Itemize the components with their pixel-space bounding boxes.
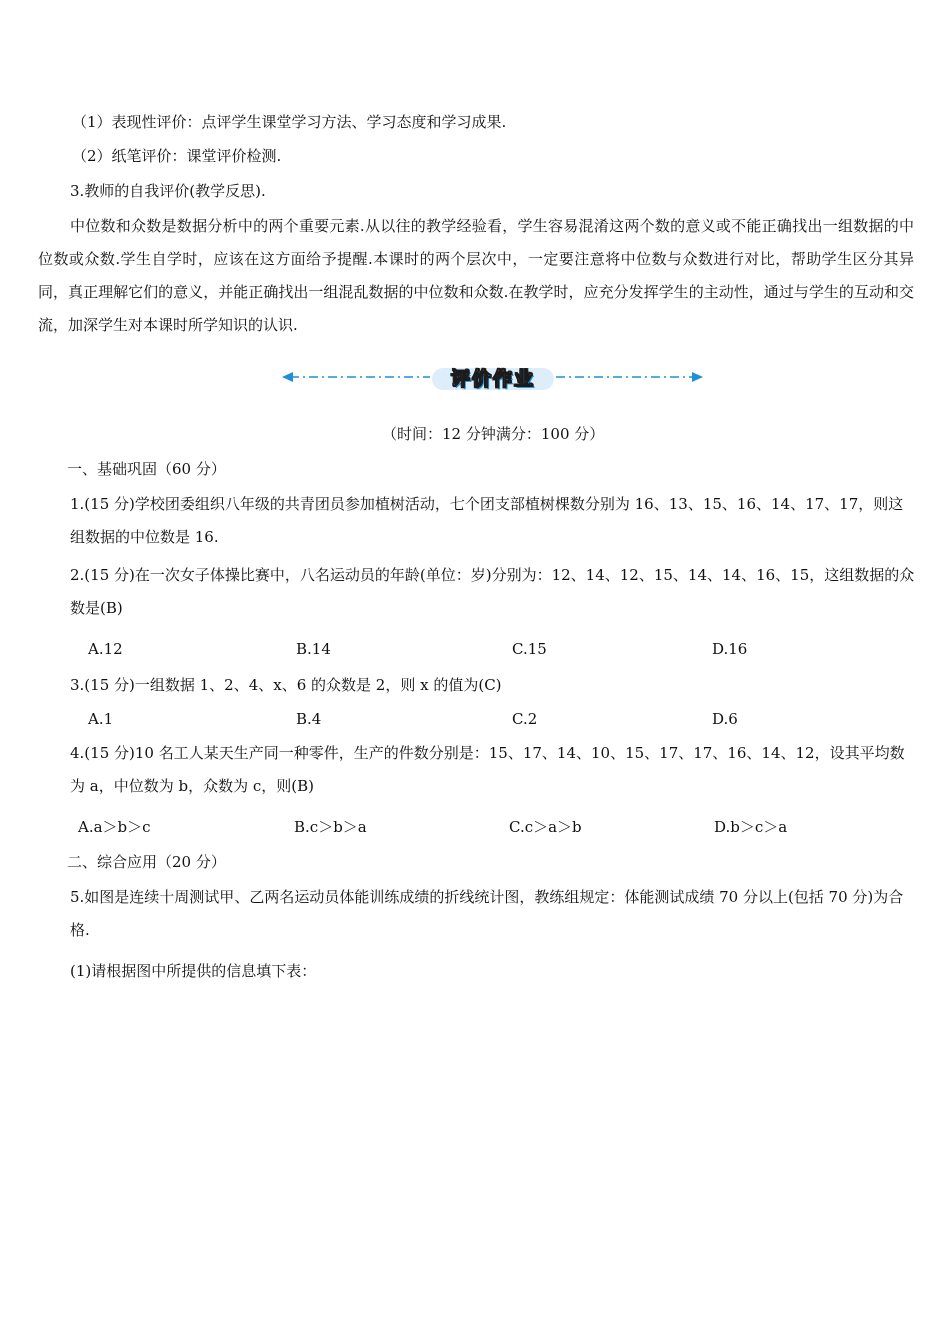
q2-option-a: A.12: [88, 640, 123, 658]
evaluation-item-3: 3.教师的自我评价(教学反思).: [70, 182, 266, 200]
q4-option-b: B.c＞b＞a: [294, 818, 367, 836]
question-4: 4.(15 分)10 名工人某天生产同一种零件，生产的件数分别是：15、17、14、10、15、17、17、16、14、12，设其平均数为 a，中位数为 b，众数为 c，则(B): [70, 744, 905, 795]
question-5-part-1: (1)请根据图中所提供的信息填下表：: [70, 962, 317, 980]
q2-option-b: B.14: [296, 640, 331, 658]
section-basic-heading: 一、基础巩固（60 分）: [67, 460, 226, 478]
section-application-heading: 二、综合应用（20 分）: [67, 853, 226, 871]
q4-option-d: D.b＞c＞a: [714, 818, 788, 836]
question-2: 2.(15 分)在一次女子体操比赛中，八名运动员的年龄(单位：岁)分别为：12、14、12、15、14、14、16、15，这组数据的众数是(B): [70, 566, 915, 617]
evaluation-item-2: （2）纸笔评价：课堂评价检测.: [72, 147, 282, 165]
q2-option-c: C.15: [512, 640, 547, 658]
homework-banner: [280, 364, 705, 394]
q4-option-a: A.a＞b＞c: [78, 818, 151, 836]
teaching-reflection: 中位数和众数是数据分析中的两个重要元素.从以往的教学经验看，学生容易混淆这两个数的意义或不能正确找出一组数据的中位数或众数.学生自学时，应该在这方面给予提醒.本课时的两个层次中，一定要注意将中位数与众数进行对比，帮助学生区分其异同，真正理解它们的意义，并能正确找出一组混乱数据的中位数和众数.在教学时，应充分发挥学生的主动性，通过与学生的互动和交流，加深学生对本课时所学知识的认识.: [38, 217, 914, 334]
time-info: （时间：12 分钟满分：100 分）: [382, 425, 605, 443]
question-1: 1.(15 分)学校团委组织八年级的共青团员参加植树活动，七个团支部植树棵数分别为 16、13、15、16、14、17、17，则这组数据的中位数是 16.: [70, 495, 904, 546]
banner-title: 评价作业: [450, 368, 535, 390]
question-5: 5.如图是连续十周测试甲、乙两名运动员体能训练成绩的折线统计图，教练组规定：体能测试成绩 70 分以上(包括 70 分)为合格.: [70, 888, 904, 939]
q3-option-b: B.4: [296, 710, 322, 728]
q4-option-c: C.c＞a＞b: [509, 818, 582, 836]
q3-option-d: D.6: [712, 710, 738, 728]
question-3: 3.(15 分)一组数据 1、2、4、x、6 的众数是 2，则 x 的值为(C): [70, 676, 502, 694]
q3-option-a: A.1: [88, 710, 114, 728]
evaluation-item-1: （1）表现性评价：点评学生课堂学习方法、学习态度和学习成果.: [72, 113, 507, 131]
q3-option-c: C.2: [512, 710, 538, 728]
q2-option-d: D.16: [712, 640, 748, 658]
